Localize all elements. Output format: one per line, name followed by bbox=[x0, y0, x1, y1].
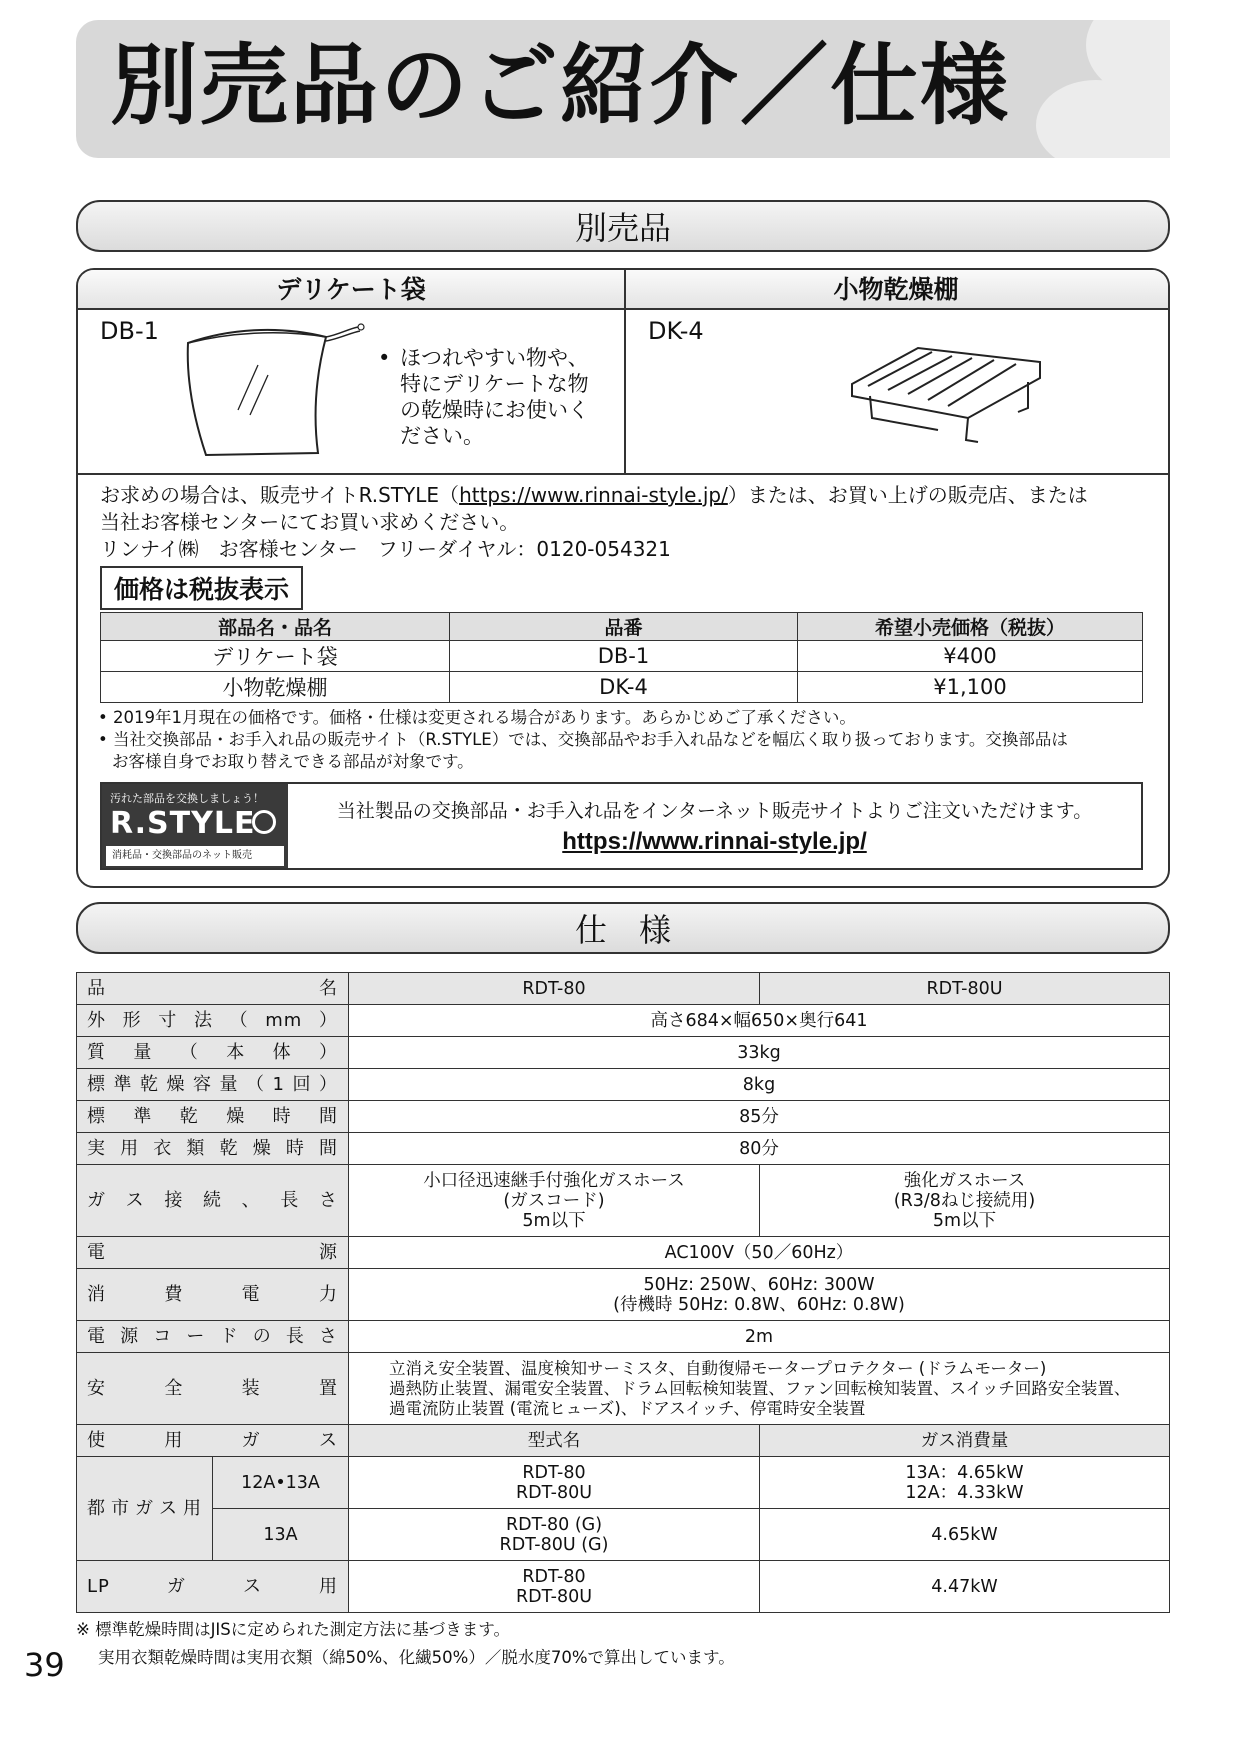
section-heading-specs: 仕 様 bbox=[76, 902, 1170, 954]
rstyle-link-inline[interactable]: https://www.rinnai-style.jp/ bbox=[459, 483, 728, 507]
table-row bbox=[77, 1037, 1170, 1069]
spec-line: 過熱防止装置、漏電安全装置、ドラム回転検知装置、ファン回転検知装置、スイッチ回路安全装置、 bbox=[389, 1378, 1131, 1398]
model-dk4: DK-4 bbox=[648, 317, 704, 345]
table-row bbox=[77, 1321, 1170, 1353]
spec-line: 小口径迅速継手付強化ガスホース bbox=[423, 1170, 685, 1191]
description-line: 特にデリケートな物 bbox=[400, 372, 589, 396]
washer-icon bbox=[252, 810, 276, 834]
divider bbox=[624, 270, 626, 475]
table-row bbox=[77, 1165, 1170, 1237]
model-header: RDT-80U bbox=[760, 973, 1170, 1005]
spec-value bbox=[349, 1457, 760, 1509]
description-line: ださい。 bbox=[400, 424, 484, 448]
spec-line: 5m以下 bbox=[932, 1210, 997, 1231]
description-line: の乾燥時にお使いく bbox=[400, 398, 589, 422]
spec-value bbox=[349, 1269, 1170, 1321]
spec-value: 高さ684×幅650×奥行641 bbox=[349, 1005, 1170, 1037]
spec-value: 8kg bbox=[349, 1069, 1170, 1101]
spec-line: RDT-80 bbox=[522, 1566, 586, 1587]
table-row bbox=[77, 1269, 1170, 1321]
table-row bbox=[101, 641, 1143, 672]
spec-value: 33kg bbox=[349, 1037, 1170, 1069]
spec-value bbox=[349, 1509, 760, 1561]
laundry-bag-illustration bbox=[178, 315, 378, 465]
spec-value: 4.65kW bbox=[760, 1509, 1170, 1561]
customer-center-line: リンナイ㈱ お客様センター フリーダイヤル：0120-054321 bbox=[100, 537, 671, 561]
spec-line: 13A：4.65kW bbox=[905, 1462, 1024, 1483]
spec-value: 4.47kW bbox=[760, 1561, 1170, 1613]
drying-rack-illustration bbox=[848, 338, 1048, 448]
spec-label: 標準乾燥時間 bbox=[77, 1101, 349, 1133]
order-info-suffix: ）または、お買い上げの販売店、または bbox=[727, 483, 1088, 507]
page-number: 39 bbox=[24, 1646, 65, 1684]
spec-value bbox=[760, 1165, 1170, 1237]
note-line: • 2019年1月現在の価格です。価格・仕様は変更される場合があります。あらかじめご了承ください。 bbox=[98, 708, 856, 727]
item-name-bag: デリケート袋 bbox=[78, 270, 624, 310]
item-name-rack: 小物乾燥棚 bbox=[624, 270, 1168, 310]
spec-line: RDT-80U bbox=[515, 1586, 593, 1607]
gas-type: 12A•13A bbox=[213, 1457, 349, 1509]
price-table bbox=[100, 612, 1143, 703]
table-cell: DB-1 bbox=[450, 641, 798, 672]
section-heading-accessories: 別売品 bbox=[76, 200, 1170, 252]
table-cell: デリケート袋 bbox=[101, 641, 450, 672]
spec-line: RDT-80 bbox=[522, 1462, 586, 1483]
bullet-icon: • bbox=[378, 346, 391, 370]
rstyle-url-link[interactable]: https://www.rinnai-style.jp/ bbox=[562, 828, 867, 855]
spec-line: 50Hz: 250W、60Hz: 300W bbox=[643, 1274, 875, 1295]
spec-value bbox=[349, 1353, 1170, 1425]
column-header: 型式名 bbox=[349, 1425, 760, 1457]
spec-value: 2m bbox=[349, 1321, 1170, 1353]
table-row bbox=[77, 1457, 1170, 1509]
table-row bbox=[77, 1101, 1170, 1133]
table-header-row bbox=[101, 613, 1143, 641]
spec-label: 質量（本体） bbox=[77, 1037, 349, 1069]
table-row bbox=[77, 1069, 1170, 1101]
table-header: 部品名・品名 bbox=[101, 613, 450, 641]
table-row bbox=[77, 1425, 1170, 1457]
model-header: RDT-80 bbox=[349, 973, 760, 1005]
spec-label: 安全装置 bbox=[77, 1353, 349, 1425]
spec-label: 消費電力 bbox=[77, 1269, 349, 1321]
table-row bbox=[77, 1005, 1170, 1037]
spec-line: 過電流防止装置 (電流ヒューズ)、ドアスイッチ、停電時安全装置 bbox=[389, 1398, 866, 1418]
column-header: ガス消費量 bbox=[760, 1425, 1170, 1457]
rstyle-logo-text: R.STYLE bbox=[110, 806, 256, 841]
table-row bbox=[101, 672, 1143, 703]
rstyle-logo-subtitle: 消耗品・交換部品のネット販売 bbox=[106, 846, 284, 866]
table-cell: ¥400 bbox=[798, 641, 1143, 672]
spec-label: 標準乾燥容量（1回） bbox=[77, 1069, 349, 1101]
spec-line: 立消え安全装置、温度検知サーミスタ、自動復帰モータープロテクター (ドラムモーター) bbox=[389, 1358, 1047, 1378]
table-header: 希望小売価格（税抜） bbox=[798, 613, 1143, 641]
model-db1: DB-1 bbox=[100, 317, 159, 345]
spec-value: 85分 bbox=[349, 1101, 1170, 1133]
rstyle-text: 当社製品の交換部品・お手入れ品をインターネット販売サイトよりご注文いただけます。 bbox=[336, 800, 1093, 822]
rstyle-logo-tagline: 汚れた部品を交換しましょう！ bbox=[110, 792, 264, 805]
note-line: • 当社交換部品・お手入れ品の販売サイト（R.STYLE）では、交換部品やお手入れ品などを幅広く取り扱っております。交換部品は bbox=[98, 730, 1068, 749]
spec-value: 80分 bbox=[349, 1133, 1170, 1165]
spec-line: (待機時 50Hz: 0.8W、60Hz: 0.8W) bbox=[613, 1294, 905, 1315]
table-row bbox=[77, 973, 1170, 1005]
spec-line: 5m以下 bbox=[522, 1210, 586, 1231]
spec-table bbox=[76, 972, 1170, 1613]
spec-label: 電源コードの長さ bbox=[77, 1321, 349, 1353]
spec-label: 実用衣類乾燥時間 bbox=[77, 1133, 349, 1165]
spec-label: 使用ガス bbox=[77, 1425, 349, 1457]
table-row bbox=[77, 1509, 1170, 1561]
spec-value bbox=[349, 1561, 760, 1613]
table-row bbox=[77, 1353, 1170, 1425]
table-cell: ¥1,100 bbox=[798, 672, 1143, 703]
spec-line: (R3/8ねじ接続用) bbox=[893, 1190, 1036, 1211]
table-cell: DK-4 bbox=[450, 672, 798, 703]
table-header: 品番 bbox=[450, 613, 798, 641]
spec-line: RDT-80U bbox=[515, 1482, 593, 1503]
page-title: 別売品のご紹介／仕様 bbox=[110, 34, 1011, 137]
table-row bbox=[77, 1561, 1170, 1613]
order-info-prefix: お求めの場合は、販売サイトR.STYLE（ bbox=[100, 483, 460, 507]
note-line: お客様自身でお取り替えできる部品が対象です。 bbox=[112, 752, 474, 771]
order-info-line1 bbox=[100, 482, 1088, 509]
table-cell: 小物乾燥棚 bbox=[101, 672, 450, 703]
spec-label: 都市ガス用 bbox=[77, 1457, 213, 1561]
price-tax-label: 価格は税抜表示 bbox=[100, 566, 303, 610]
spec-label: ガス接続、長さ bbox=[77, 1165, 349, 1237]
spec-line: RDT-80U (G) bbox=[499, 1534, 609, 1555]
footnote: 実用衣類乾燥時間は実用衣類（綿50%、化繊50%）／脱水度70%で算出しています。 bbox=[98, 1648, 735, 1667]
spec-line: 12A：4.33kW bbox=[905, 1482, 1024, 1503]
spec-label: 電源 bbox=[77, 1237, 349, 1269]
table-row bbox=[77, 1133, 1170, 1165]
spec-value: AC100V（50／60Hz） bbox=[349, 1237, 1170, 1269]
spec-value bbox=[760, 1457, 1170, 1509]
divider bbox=[78, 473, 1168, 475]
spec-line: 強化ガスホース bbox=[903, 1170, 1026, 1191]
order-info-line2: 当社お客様センターにてお買い求めください。 bbox=[100, 510, 520, 534]
spec-value bbox=[349, 1165, 760, 1237]
spec-label: 外形寸法（mm） bbox=[77, 1005, 349, 1037]
description-line: ほつれやすい物や、 bbox=[400, 346, 589, 370]
spec-label: 品名 bbox=[77, 973, 349, 1005]
rstyle-banner bbox=[100, 782, 1143, 870]
spec-line: (ガスコード) bbox=[503, 1190, 605, 1211]
spec-line: RDT-80 (G) bbox=[505, 1514, 603, 1535]
rstyle-logo[interactable] bbox=[102, 784, 288, 868]
gas-type: 13A bbox=[213, 1509, 349, 1561]
spec-label: LPガス用 bbox=[77, 1561, 349, 1613]
table-row bbox=[77, 1237, 1170, 1269]
footnote: ※ 標準乾燥時間はJISに定められた測定方法に基づきます。 bbox=[76, 1620, 510, 1639]
